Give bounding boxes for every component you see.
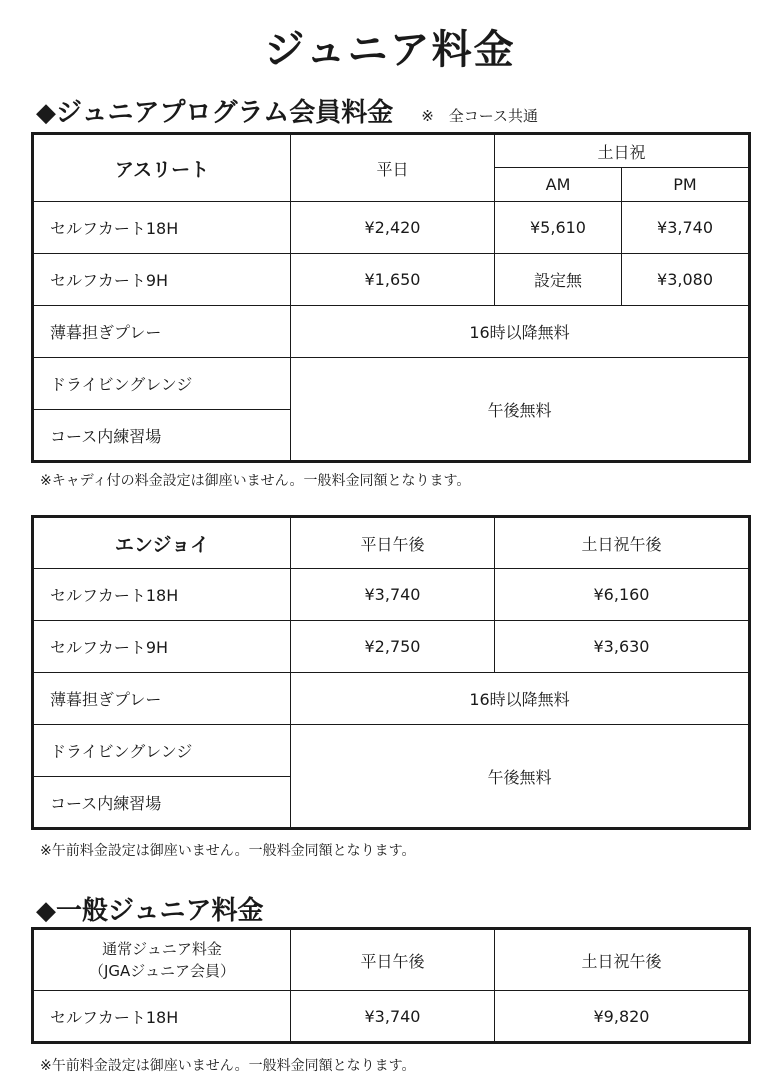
page-title: ジュニア料金: [264, 27, 516, 73]
table-row: [33, 673, 750, 725]
free-value: 午後無料: [291, 725, 750, 829]
enjoy-note: ※午前料金設定は御座いません。一般料金同額となります。: [40, 843, 416, 859]
weekday-price: ¥1,650: [291, 254, 495, 306]
range-label: ドライビングレンジ: [33, 725, 291, 777]
table-row: [33, 621, 750, 673]
enjoy-col-weekday: 平日午後: [291, 517, 495, 569]
athlete-fee-table: [31, 132, 751, 463]
enjoy-fee-table: [31, 515, 751, 830]
weekday-price: ¥2,750: [291, 621, 495, 673]
row-label: セルフカート9H: [33, 254, 291, 306]
range-label: ドライビングレンジ: [33, 358, 291, 410]
am-price: ¥5,610: [495, 202, 622, 254]
pm-price: ¥3,080: [622, 254, 750, 306]
free-value: 午後無料: [291, 358, 750, 462]
weekend-price: ¥6,160: [495, 569, 750, 621]
row-label: セルフカート18H: [33, 991, 291, 1043]
general-plan-name-line2: （JGAジュニア会員）: [88, 962, 235, 980]
table-row: [33, 725, 750, 777]
table-row: [33, 254, 750, 306]
table-row: [33, 202, 750, 254]
twilight-label: 薄暮担ぎプレー: [33, 673, 291, 725]
athlete-note: ※キャディ付の料金設定は御座いません。一般料金同額となります。: [40, 473, 471, 489]
pm-price: ¥3,740: [622, 202, 750, 254]
table-row: [33, 306, 750, 358]
general-col-weekend: 土日祝午後: [495, 929, 750, 991]
general-col-weekday: 平日午後: [291, 929, 495, 991]
athlete-col-weekday: 平日: [291, 134, 495, 202]
practice-label: コース内練習場: [33, 777, 291, 829]
weekday-price: ¥3,740: [291, 569, 495, 621]
table-row: [33, 991, 750, 1043]
row-label: セルフカート18H: [33, 202, 291, 254]
row-label: セルフカート18H: [33, 569, 291, 621]
athlete-col-weekend: 土日祝: [495, 134, 750, 168]
am-price: 設定無: [495, 254, 622, 306]
general-section-heading: ◆一般ジュニア料金: [36, 896, 264, 926]
program-heading-text: ◆ジュニアプログラム会員料金: [36, 98, 394, 128]
general-fee-table: [31, 927, 751, 1044]
general-note: ※午前料金設定は御座いません。一般料金同額となります。: [40, 1058, 416, 1074]
enjoy-plan-name: エンジョイ: [33, 517, 291, 569]
table-row: [33, 569, 750, 621]
program-heading-note: ※ 全コース共通: [421, 107, 539, 125]
weekday-price: ¥3,740: [291, 991, 495, 1043]
twilight-value: 16時以降無料: [291, 673, 750, 725]
weekday-price: ¥2,420: [291, 202, 495, 254]
weekend-price: ¥3,630: [495, 621, 750, 673]
practice-label: コース内練習場: [33, 410, 291, 462]
general-plan-name: [33, 929, 291, 991]
program-section-heading: [36, 92, 538, 129]
enjoy-col-weekend: 土日祝午後: [495, 517, 750, 569]
athlete-plan-name: アスリート: [33, 134, 291, 202]
row-label: セルフカート9H: [33, 621, 291, 673]
general-plan-name-line1: 通常ジュニア料金: [102, 939, 222, 958]
athlete-col-pm: PM: [622, 168, 750, 202]
table-row: [33, 358, 750, 410]
athlete-col-am: AM: [495, 168, 622, 202]
weekend-price: ¥9,820: [495, 991, 750, 1043]
twilight-value: 16時以降無料: [291, 306, 750, 358]
twilight-label: 薄暮担ぎプレー: [33, 306, 291, 358]
